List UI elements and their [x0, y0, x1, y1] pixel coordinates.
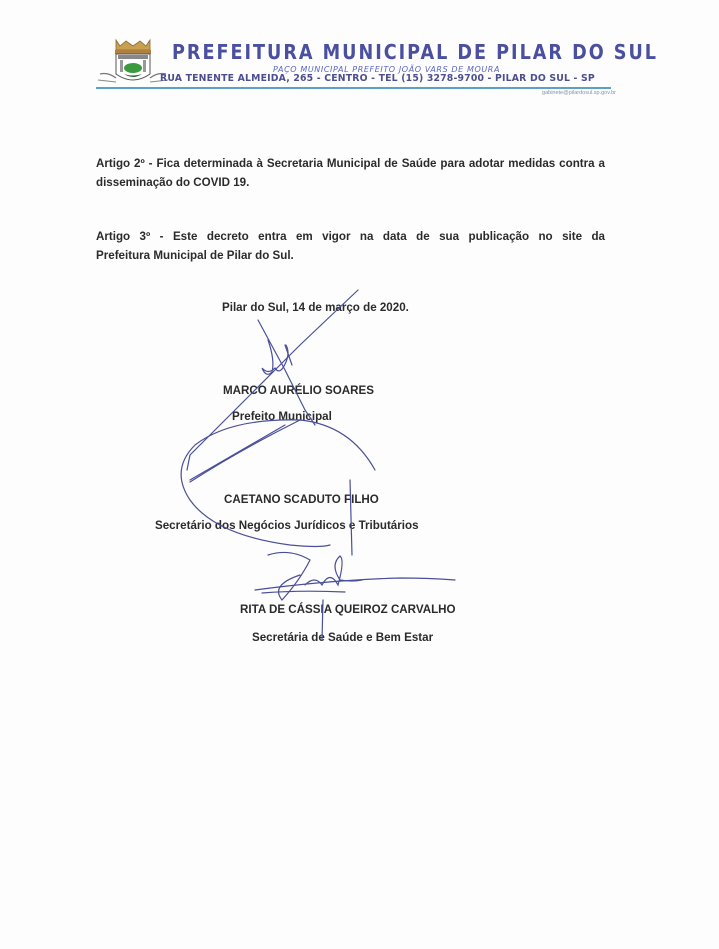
article-3-line-1: Artigo 3º - Este decreto entra em vigor na data de sua publicação no site da: [96, 230, 605, 243]
signatory-role: Secretária de Saúde e Bem Estar: [252, 631, 434, 644]
coat-of-arms-icon: [96, 38, 170, 90]
place-date: Pilar do Sul, 14 de março de 2020.: [222, 301, 409, 314]
article-2: [96, 154, 605, 192]
signature-stroke: [300, 420, 375, 470]
signatory-role: Secretário dos Negócios Jurídicos e Tributários: [155, 519, 419, 532]
article-3-line-2: Prefeitura Municipal de Pilar do Sul.: [96, 249, 294, 262]
signatory-role: Prefeito Municipal: [232, 410, 332, 423]
signatory-name: MARCO AURÉLIO SOARES: [223, 384, 374, 397]
signatory-name: CAETANO SCADUTO FILHO: [224, 493, 379, 506]
letterhead-divider: [96, 87, 611, 89]
letterhead-title: PREFEITURA MUNICIPAL DE PILAR DO SUL: [172, 40, 658, 64]
article-2-line-2: contra a disseminação do COVID 19.: [96, 157, 605, 189]
signature-stroke: [285, 345, 292, 365]
signature-stroke: [305, 556, 362, 585]
article-3: [96, 227, 605, 265]
signature-stroke: [268, 552, 310, 600]
signature-stroke: [255, 578, 455, 590]
signature-stroke: [190, 425, 285, 480]
letterhead-subtitle: PAÇO MUNICIPAL PREFEITO JOÃO VARS DE MOURA: [273, 65, 501, 74]
signature-stroke: [262, 340, 288, 374]
letterhead-address: RUA TENENTE ALMEIDA, 265 - CENTRO - TEL (15) 3278-9700 - PILAR DO SUL - SP: [160, 73, 595, 84]
article-2-line-1: Artigo 2º - Fica determinada à Secretaria Municipal de Saúde para adotar medidas: [96, 157, 556, 170]
letterhead-email: gabinete@pilardosul.sp.gov.br: [542, 90, 616, 96]
signatory-name: RITA DE CÁSSIA QUEIROZ CARVALHO: [240, 603, 456, 616]
signature-stroke: [190, 420, 300, 482]
signature-stroke: [350, 480, 352, 555]
signature-stroke: [187, 290, 358, 470]
signature-stroke: [262, 591, 345, 593]
